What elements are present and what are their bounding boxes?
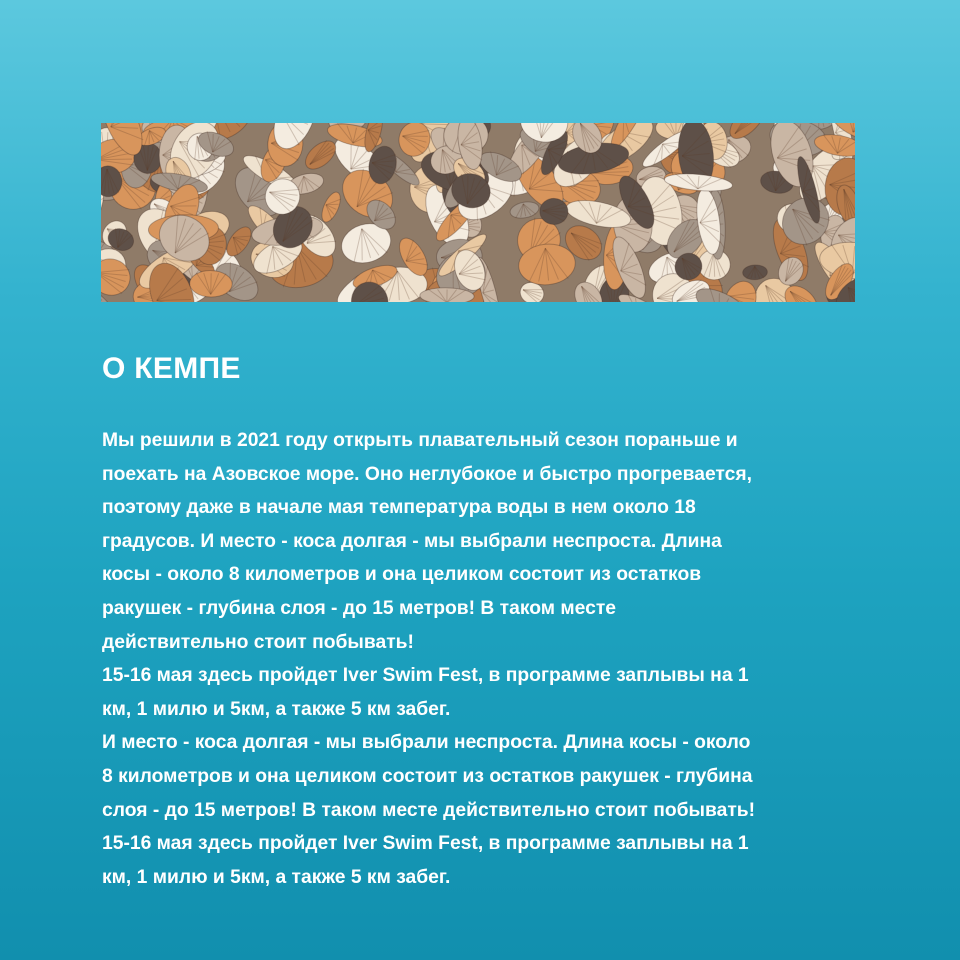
seashells-image	[101, 123, 855, 302]
seashells-photo	[101, 123, 855, 302]
text-line: слоя - до 15 метров! В таком месте действительно стоит побывать!	[102, 799, 756, 821]
about-camp-text	[102, 424, 862, 894]
text-line: 8 километров и она целиком состоит из остатков ракушек - глубина	[102, 765, 753, 787]
text-line: действительно стоит побывать!	[102, 631, 414, 653]
text-line: градусов. И место - коса долгая - мы выбрали неспроста. Длина	[102, 530, 722, 552]
text-line: 15-16 мая здесь пройдет Iver Swim Fest, в программе заплывы на 1	[102, 665, 749, 687]
text-line: км, 1 милю и 5км, а также 5 км забег.	[102, 866, 451, 888]
text-line: 15-16 мая здесь пройдет Iver Swim Fest, в программе заплывы на 1	[102, 833, 749, 855]
text-line: косы - около 8 километров и она целиком состоит из остатков	[102, 564, 702, 586]
text-line: км, 1 милю и 5км, а также 5 км забег.	[102, 698, 451, 720]
text-line: поэтому даже в начале мая температура воды в нем около 18	[102, 497, 696, 519]
text-line: поехать на Азовское море. Оно неглубокое и быстро прогревается,	[102, 463, 752, 485]
text-line: И место - коса долгая - мы выбрали неспроста. Длина косы - около	[102, 732, 751, 754]
text-line: Мы решили в 2021 году открыть плавательный сезон пораньше и	[102, 430, 738, 451]
section-title: О КЕМПЕ	[102, 352, 241, 385]
text-line: ракушек - глубина слоя - до 15 метров! В таком месте	[102, 597, 616, 619]
